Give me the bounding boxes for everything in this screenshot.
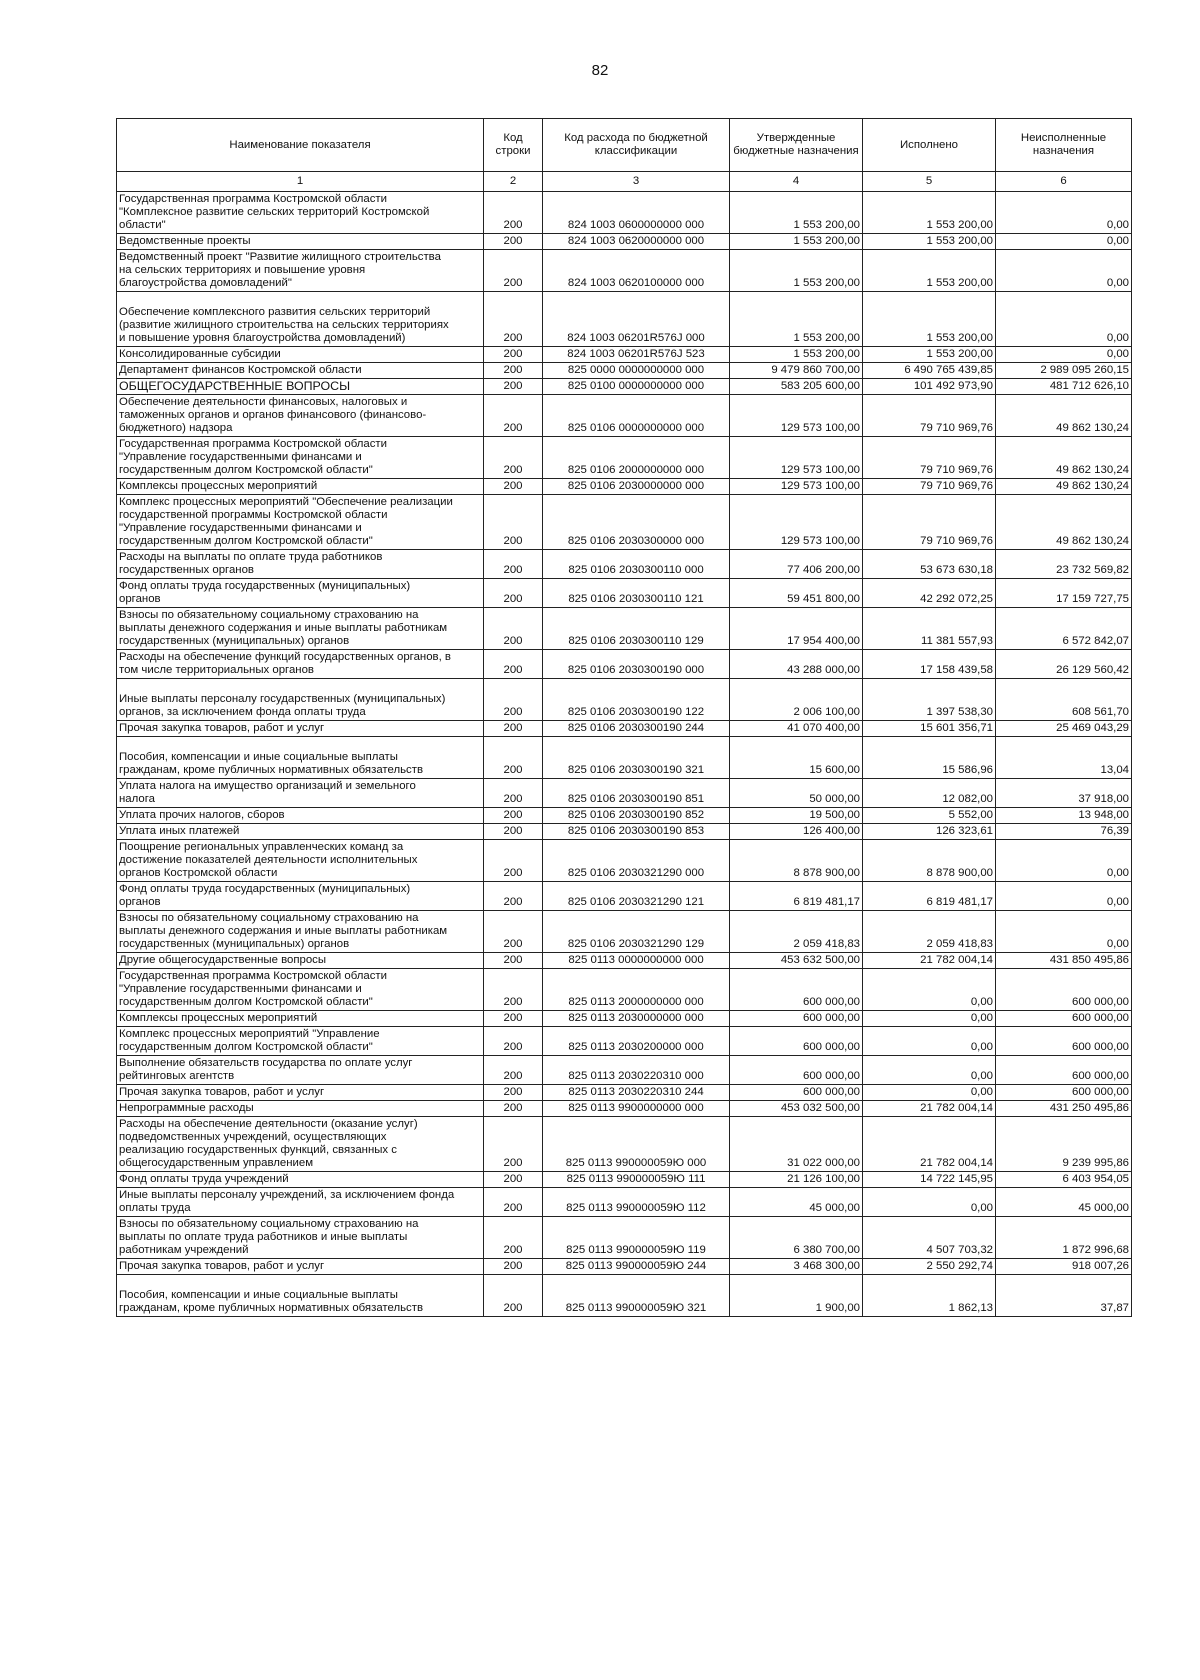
approved-amount-cell: 3 468 300,00 xyxy=(730,1259,863,1275)
unexecuted-amount-cell: 608 561,70 xyxy=(996,679,1132,721)
executed-amount-cell: 6 819 481,17 xyxy=(863,882,996,911)
budget-code-cell: 825 0113 990000059Ю 321 xyxy=(543,1275,730,1317)
table-row xyxy=(117,1056,1132,1085)
budget-code-cell: 825 0113 990000059Ю 119 xyxy=(543,1217,730,1259)
indicator-name-cell: Ведомственный проект "Развитие жилищного строительства на сельских территориях и повышение уровня благоустройства домовладений" xyxy=(117,250,484,292)
line-code-cell: 200 xyxy=(484,1117,543,1172)
table-row xyxy=(117,608,1132,650)
approved-amount-cell: 2 059 418,83 xyxy=(730,911,863,953)
column-number: 6 xyxy=(996,172,1132,192)
unexecuted-amount-cell: 0,00 xyxy=(996,192,1132,234)
indicator-name-cell: Иные выплаты персоналу государственных (муниципальных) органов, за исключением фонда оплаты труда xyxy=(117,679,484,721)
table-row xyxy=(117,1011,1132,1027)
indicator-name-cell: Обеспечение деятельности финансовых, налоговых и таможенных органов и органов финансового (финансово- бюджетного) надзора xyxy=(117,395,484,437)
budget-code-cell: 825 0113 9900000000 000 xyxy=(543,1101,730,1117)
line-code-cell: 200 xyxy=(484,1217,543,1259)
budget-code-cell: 825 0113 2030200000 000 xyxy=(543,1027,730,1056)
table-row xyxy=(117,969,1132,1011)
unexecuted-amount-cell: 23 732 569,82 xyxy=(996,550,1132,579)
executed-amount-cell: 1 553 200,00 xyxy=(863,292,996,347)
indicator-name-cell: Комплекс процессных мероприятий "Управление государственным долгом Костромской области" xyxy=(117,1027,484,1056)
line-code-cell: 200 xyxy=(484,911,543,953)
executed-amount-cell: 0,00 xyxy=(863,1027,996,1056)
line-code-cell: 200 xyxy=(484,1085,543,1101)
approved-amount-cell: 59 451 800,00 xyxy=(730,579,863,608)
indicator-name-cell: Уплата налога на имущество организаций и земельного налога xyxy=(117,779,484,808)
executed-amount-cell: 101 492 973,90 xyxy=(863,379,996,395)
indicator-name-cell: Консолидированные субсидии xyxy=(117,347,484,363)
indicator-name-cell: Фонд оплаты труда учреждений xyxy=(117,1172,484,1188)
approved-amount-cell: 129 573 100,00 xyxy=(730,495,863,550)
indicator-name-cell: Выполнение обязательств государства по оплате услуг рейтинговых агентств xyxy=(117,1056,484,1085)
line-code-cell: 200 xyxy=(484,292,543,347)
approved-amount-cell: 600 000,00 xyxy=(730,1085,863,1101)
header-line-code: Код строки xyxy=(484,119,543,172)
executed-amount-cell: 0,00 xyxy=(863,1011,996,1027)
line-code-cell: 200 xyxy=(484,1188,543,1217)
budget-code-cell: 825 0106 2000000000 000 xyxy=(543,437,730,479)
table-row xyxy=(117,882,1132,911)
budget-code-cell: 825 0113 2030220310 244 xyxy=(543,1085,730,1101)
column-number: 3 xyxy=(543,172,730,192)
line-code-cell: 200 xyxy=(484,579,543,608)
line-code-cell: 200 xyxy=(484,1056,543,1085)
budget-code-cell: 825 0100 0000000000 000 xyxy=(543,379,730,395)
approved-amount-cell: 129 573 100,00 xyxy=(730,437,863,479)
approved-amount-cell: 600 000,00 xyxy=(730,1011,863,1027)
header-row xyxy=(117,119,1132,172)
approved-amount-cell: 17 954 400,00 xyxy=(730,608,863,650)
unexecuted-amount-cell: 481 712 626,10 xyxy=(996,379,1132,395)
budget-code-cell: 825 0113 990000059Ю 112 xyxy=(543,1188,730,1217)
table-row xyxy=(117,292,1132,347)
line-code-cell: 200 xyxy=(484,1011,543,1027)
budget-code-cell: 825 0106 2030300110 000 xyxy=(543,550,730,579)
unexecuted-amount-cell: 25 469 043,29 xyxy=(996,721,1132,737)
budget-code-cell: 825 0106 2030000000 000 xyxy=(543,479,730,495)
budget-code-cell: 825 0113 2000000000 000 xyxy=(543,969,730,1011)
approved-amount-cell: 453 032 500,00 xyxy=(730,1101,863,1117)
indicator-name-cell: Фонд оплаты труда государственных (муниципальных) органов xyxy=(117,579,484,608)
unexecuted-amount-cell: 918 007,26 xyxy=(996,1259,1132,1275)
approved-amount-cell: 9 479 860 700,00 xyxy=(730,363,863,379)
executed-amount-cell: 8 878 900,00 xyxy=(863,840,996,882)
column-number: 1 xyxy=(117,172,484,192)
unexecuted-amount-cell: 600 000,00 xyxy=(996,1085,1132,1101)
table-row xyxy=(117,1027,1132,1056)
executed-amount-cell: 0,00 xyxy=(863,1056,996,1085)
executed-amount-cell: 15 601 356,71 xyxy=(863,721,996,737)
budget-code-cell: 825 0106 2030300000 000 xyxy=(543,495,730,550)
line-code-cell: 200 xyxy=(484,1275,543,1317)
executed-amount-cell: 79 710 969,76 xyxy=(863,495,996,550)
approved-amount-cell: 1 553 200,00 xyxy=(730,234,863,250)
line-code-cell: 200 xyxy=(484,363,543,379)
table-row xyxy=(117,808,1132,824)
line-code-cell: 200 xyxy=(484,495,543,550)
approved-amount-cell: 129 573 100,00 xyxy=(730,395,863,437)
indicator-name-cell: Прочая закупка товаров, работ и услуг xyxy=(117,721,484,737)
header-budget-code: Код расхода по бюджетной классификации xyxy=(543,119,730,172)
budget-code-cell: 824 1003 06201R576J 000 xyxy=(543,292,730,347)
unexecuted-amount-cell: 1 872 996,68 xyxy=(996,1217,1132,1259)
indicator-name-cell: Фонд оплаты труда государственных (муниципальных) органов xyxy=(117,882,484,911)
executed-amount-cell: 2 059 418,83 xyxy=(863,911,996,953)
unexecuted-amount-cell: 0,00 xyxy=(996,292,1132,347)
column-number: 4 xyxy=(730,172,863,192)
table-row xyxy=(117,650,1132,679)
executed-amount-cell: 14 722 145,95 xyxy=(863,1172,996,1188)
unexecuted-amount-cell: 13 948,00 xyxy=(996,808,1132,824)
approved-amount-cell: 126 400,00 xyxy=(730,824,863,840)
table-row xyxy=(117,1188,1132,1217)
indicator-name-cell: Взносы по обязательному социальному страхованию на выплаты по оплате труда работников и иные выплаты работникам учреждений xyxy=(117,1217,484,1259)
executed-amount-cell: 79 710 969,76 xyxy=(863,437,996,479)
line-code-cell: 200 xyxy=(484,250,543,292)
budget-code-cell: 825 0000 0000000000 000 xyxy=(543,363,730,379)
unexecuted-amount-cell: 0,00 xyxy=(996,911,1132,953)
approved-amount-cell: 6 819 481,17 xyxy=(730,882,863,911)
line-code-cell: 200 xyxy=(484,234,543,250)
budget-code-cell: 825 0106 2030321290 129 xyxy=(543,911,730,953)
approved-amount-cell: 43 288 000,00 xyxy=(730,650,863,679)
column-numbers-row xyxy=(117,172,1132,192)
line-code-cell: 200 xyxy=(484,969,543,1011)
indicator-name-cell: Комплексы процессных мероприятий xyxy=(117,479,484,495)
unexecuted-amount-cell: 431 850 495,86 xyxy=(996,953,1132,969)
executed-amount-cell: 42 292 072,25 xyxy=(863,579,996,608)
executed-amount-cell: 1 553 200,00 xyxy=(863,234,996,250)
executed-amount-cell: 17 158 439,58 xyxy=(863,650,996,679)
approved-amount-cell: 1 553 200,00 xyxy=(730,347,863,363)
unexecuted-amount-cell: 600 000,00 xyxy=(996,1027,1132,1056)
executed-amount-cell: 6 490 765 439,85 xyxy=(863,363,996,379)
executed-amount-cell: 12 082,00 xyxy=(863,779,996,808)
table-row xyxy=(117,1085,1132,1101)
budget-code-cell: 825 0106 2030321290 121 xyxy=(543,882,730,911)
approved-amount-cell: 2 006 100,00 xyxy=(730,679,863,721)
executed-amount-cell: 1 397 538,30 xyxy=(863,679,996,721)
budget-code-cell: 824 1003 0620000000 000 xyxy=(543,234,730,250)
executed-amount-cell: 0,00 xyxy=(863,1188,996,1217)
table-row xyxy=(117,495,1132,550)
indicator-name-cell: Взносы по обязательному социальному страхованию на выплаты денежного содержания и иные выплаты работникам государственных (муниципальных) органов xyxy=(117,608,484,650)
table-row xyxy=(117,437,1132,479)
unexecuted-amount-cell: 2 989 095 260,15 xyxy=(996,363,1132,379)
table-body xyxy=(117,192,1132,1317)
table-row xyxy=(117,824,1132,840)
approved-amount-cell: 50 000,00 xyxy=(730,779,863,808)
unexecuted-amount-cell: 431 250 495,86 xyxy=(996,1101,1132,1117)
unexecuted-amount-cell: 0,00 xyxy=(996,882,1132,911)
header-approved: Утвержденные бюджетные назначения xyxy=(730,119,863,172)
unexecuted-amount-cell: 13,04 xyxy=(996,737,1132,779)
line-code-cell: 200 xyxy=(484,650,543,679)
approved-amount-cell: 31 022 000,00 xyxy=(730,1117,863,1172)
budget-code-cell: 825 0106 0000000000 000 xyxy=(543,395,730,437)
indicator-name-cell: Другие общегосударственные вопросы xyxy=(117,953,484,969)
table-row xyxy=(117,379,1132,395)
executed-amount-cell: 21 782 004,14 xyxy=(863,1117,996,1172)
approved-amount-cell: 8 878 900,00 xyxy=(730,840,863,882)
approved-amount-cell: 77 406 200,00 xyxy=(730,550,863,579)
budget-code-cell: 825 0113 990000059Ю 111 xyxy=(543,1172,730,1188)
unexecuted-amount-cell: 49 862 130,24 xyxy=(996,479,1132,495)
line-code-cell: 200 xyxy=(484,437,543,479)
indicator-name-cell: Расходы на обеспечение функций государственных органов, в том числе территориальных органов xyxy=(117,650,484,679)
budget-code-cell: 825 0106 2030300190 853 xyxy=(543,824,730,840)
executed-amount-cell: 1 862,13 xyxy=(863,1275,996,1317)
line-code-cell: 200 xyxy=(484,192,543,234)
line-code-cell: 200 xyxy=(484,953,543,969)
executed-amount-cell: 4 507 703,32 xyxy=(863,1217,996,1259)
table-row xyxy=(117,1172,1132,1188)
budget-execution-table xyxy=(116,118,1132,1317)
indicator-name-cell: Ведомственные проекты xyxy=(117,234,484,250)
column-number: 2 xyxy=(484,172,543,192)
page-number: 82 xyxy=(591,62,609,79)
approved-amount-cell: 1 553 200,00 xyxy=(730,250,863,292)
line-code-cell: 200 xyxy=(484,608,543,650)
table-row xyxy=(117,479,1132,495)
indicator-name-cell: ОБЩЕГОСУДАРСТВЕННЫЕ ВОПРОСЫ xyxy=(117,379,484,395)
indicator-name-cell: Расходы на выплаты по оплате труда работников государственных органов xyxy=(117,550,484,579)
table-row xyxy=(117,550,1132,579)
line-code-cell: 200 xyxy=(484,347,543,363)
executed-amount-cell: 21 782 004,14 xyxy=(863,1101,996,1117)
unexecuted-amount-cell: 600 000,00 xyxy=(996,1056,1132,1085)
line-code-cell: 200 xyxy=(484,379,543,395)
approved-amount-cell: 600 000,00 xyxy=(730,1056,863,1085)
table-row xyxy=(117,579,1132,608)
budget-code-cell: 825 0106 2030300190 852 xyxy=(543,808,730,824)
budget-code-cell: 825 0106 2030300110 121 xyxy=(543,579,730,608)
header-unexecuted: Неисполненные назначения xyxy=(996,119,1132,172)
line-code-cell: 200 xyxy=(484,721,543,737)
executed-amount-cell: 0,00 xyxy=(863,969,996,1011)
budget-code-cell: 825 0106 2030300110 129 xyxy=(543,608,730,650)
executed-amount-cell: 1 553 200,00 xyxy=(863,192,996,234)
executed-amount-cell: 15 586,96 xyxy=(863,737,996,779)
executed-amount-cell: 0,00 xyxy=(863,1085,996,1101)
approved-amount-cell: 45 000,00 xyxy=(730,1188,863,1217)
unexecuted-amount-cell: 37 918,00 xyxy=(996,779,1132,808)
header-executed: Исполнено xyxy=(863,119,996,172)
table-row xyxy=(117,911,1132,953)
executed-amount-cell: 79 710 969,76 xyxy=(863,395,996,437)
budget-code-cell: 825 0113 0000000000 000 xyxy=(543,953,730,969)
unexecuted-amount-cell: 6 572 842,07 xyxy=(996,608,1132,650)
approved-amount-cell: 129 573 100,00 xyxy=(730,479,863,495)
budget-code-cell: 825 0106 2030300190 000 xyxy=(543,650,730,679)
line-code-cell: 200 xyxy=(484,882,543,911)
table-row xyxy=(117,721,1132,737)
indicator-name-cell: Департамент финансов Костромской области xyxy=(117,363,484,379)
line-code-cell: 200 xyxy=(484,479,543,495)
unexecuted-amount-cell: 6 403 954,05 xyxy=(996,1172,1132,1188)
table-row xyxy=(117,737,1132,779)
executed-amount-cell: 5 552,00 xyxy=(863,808,996,824)
indicator-name-cell: Непрограммные расходы xyxy=(117,1101,484,1117)
budget-code-cell: 825 0113 990000059Ю 244 xyxy=(543,1259,730,1275)
line-code-cell: 200 xyxy=(484,550,543,579)
budget-code-cell: 824 1003 0620100000 000 xyxy=(543,250,730,292)
indicator-name-cell: Прочая закупка товаров, работ и услуг xyxy=(117,1085,484,1101)
table-row xyxy=(117,1117,1132,1172)
table-row xyxy=(117,840,1132,882)
approved-amount-cell: 21 126 100,00 xyxy=(730,1172,863,1188)
budget-code-cell: 825 0113 2030220310 000 xyxy=(543,1056,730,1085)
column-number: 5 xyxy=(863,172,996,192)
unexecuted-amount-cell: 9 239 995,86 xyxy=(996,1117,1132,1172)
indicator-name-cell: Расходы на обеспечение деятельности (оказание услуг) подведомственных учреждений, осуществляющих реализацию государственных функций, связанных с общегосударственным управлением xyxy=(117,1117,484,1172)
unexecuted-amount-cell: 76,39 xyxy=(996,824,1132,840)
unexecuted-amount-cell: 49 862 130,24 xyxy=(996,495,1132,550)
executed-amount-cell: 1 553 200,00 xyxy=(863,347,996,363)
unexecuted-amount-cell: 0,00 xyxy=(996,347,1132,363)
approved-amount-cell: 1 900,00 xyxy=(730,1275,863,1317)
unexecuted-amount-cell: 600 000,00 xyxy=(996,1011,1132,1027)
indicator-name-cell: Уплата прочих налогов, сборов xyxy=(117,808,484,824)
approved-amount-cell: 15 600,00 xyxy=(730,737,863,779)
indicator-name-cell: Прочая закупка товаров, работ и услуг xyxy=(117,1259,484,1275)
table-row xyxy=(117,395,1132,437)
line-code-cell: 200 xyxy=(484,824,543,840)
indicator-name-cell: Пособия, компенсации и иные социальные выплаты гражданам, кроме публичных нормативных обязательств xyxy=(117,737,484,779)
approved-amount-cell: 600 000,00 xyxy=(730,969,863,1011)
unexecuted-amount-cell: 49 862 130,24 xyxy=(996,395,1132,437)
approved-amount-cell: 600 000,00 xyxy=(730,1027,863,1056)
budget-code-cell: 824 1003 06201R576J 523 xyxy=(543,347,730,363)
indicator-name-cell: Поощрение региональных управленческих команд за достижение показателей деятельности исполнительных органов Костромской области xyxy=(117,840,484,882)
table-row xyxy=(117,1217,1132,1259)
indicator-name-cell: Комплексы процессных мероприятий xyxy=(117,1011,484,1027)
unexecuted-amount-cell: 0,00 xyxy=(996,234,1132,250)
executed-amount-cell: 126 323,61 xyxy=(863,824,996,840)
line-code-cell: 200 xyxy=(484,808,543,824)
approved-amount-cell: 1 553 200,00 xyxy=(730,292,863,347)
unexecuted-amount-cell: 0,00 xyxy=(996,250,1132,292)
indicator-name-cell: Взносы по обязательному социальному страхованию на выплаты денежного содержания и иные выплаты работникам государственных (муниципальных) органов xyxy=(117,911,484,953)
executed-amount-cell: 53 673 630,18 xyxy=(863,550,996,579)
line-code-cell: 200 xyxy=(484,1027,543,1056)
indicator-name-cell: Государственная программа Костромской области "Управление государственными финансами и государственным долгом Костромской области" xyxy=(117,969,484,1011)
table-row xyxy=(117,1101,1132,1117)
budget-code-cell: 825 0106 2030321290 000 xyxy=(543,840,730,882)
indicator-name-cell: Государственная программа Костромской области "Комплексное развитие сельских территорий Костромской области" xyxy=(117,192,484,234)
budget-code-cell: 825 0106 2030300190 851 xyxy=(543,779,730,808)
executed-amount-cell: 11 381 557,93 xyxy=(863,608,996,650)
table-row xyxy=(117,1259,1132,1275)
unexecuted-amount-cell: 45 000,00 xyxy=(996,1188,1132,1217)
budget-code-cell: 825 0113 990000059Ю 000 xyxy=(543,1117,730,1172)
table-row xyxy=(117,347,1132,363)
indicator-name-cell: Пособия, компенсации и иные социальные выплаты гражданам, кроме публичных нормативных обязательств xyxy=(117,1275,484,1317)
executed-amount-cell: 79 710 969,76 xyxy=(863,479,996,495)
indicator-name-cell: Уплата иных платежей xyxy=(117,824,484,840)
table-row xyxy=(117,779,1132,808)
approved-amount-cell: 453 632 500,00 xyxy=(730,953,863,969)
indicator-name-cell: Обеспечение комплексного развития сельских территорий (развитие жилищного строительства на сельских территориях и повышение уровня благоустройства домовладений) xyxy=(117,292,484,347)
line-code-cell: 200 xyxy=(484,395,543,437)
budget-code-cell: 825 0113 2030000000 000 xyxy=(543,1011,730,1027)
executed-amount-cell: 21 782 004,14 xyxy=(863,953,996,969)
line-code-cell: 200 xyxy=(484,779,543,808)
budget-code-cell: 825 0106 2030300190 321 xyxy=(543,737,730,779)
line-code-cell: 200 xyxy=(484,1172,543,1188)
approved-amount-cell: 19 500,00 xyxy=(730,808,863,824)
approved-amount-cell: 1 553 200,00 xyxy=(730,192,863,234)
table-row xyxy=(117,234,1132,250)
approved-amount-cell: 583 205 600,00 xyxy=(730,379,863,395)
approved-amount-cell: 41 070 400,00 xyxy=(730,721,863,737)
line-code-cell: 200 xyxy=(484,840,543,882)
table-row xyxy=(117,192,1132,234)
table-row xyxy=(117,679,1132,721)
budget-code-cell: 825 0106 2030300190 244 xyxy=(543,721,730,737)
table-row xyxy=(117,953,1132,969)
table-row xyxy=(117,363,1132,379)
unexecuted-amount-cell: 0,00 xyxy=(996,840,1132,882)
indicator-name-cell: Комплекс процессных мероприятий "Обеспечение реализации государственной программы Костромской области "Управление государственными финансами и государственным долгом Костромской области" xyxy=(117,495,484,550)
executed-amount-cell: 1 553 200,00 xyxy=(863,250,996,292)
table-row xyxy=(117,250,1132,292)
budget-code-cell: 824 1003 0600000000 000 xyxy=(543,192,730,234)
line-code-cell: 200 xyxy=(484,1259,543,1275)
executed-amount-cell: 2 550 292,74 xyxy=(863,1259,996,1275)
line-code-cell: 200 xyxy=(484,737,543,779)
indicator-name-cell: Государственная программа Костромской области "Управление государственными финансами и государственным долгом Костромской области" xyxy=(117,437,484,479)
line-code-cell: 200 xyxy=(484,1101,543,1117)
budget-code-cell: 825 0106 2030300190 122 xyxy=(543,679,730,721)
line-code-cell: 200 xyxy=(484,679,543,721)
indicator-name-cell: Иные выплаты персоналу учреждений, за исключением фонда оплаты труда xyxy=(117,1188,484,1217)
header-indicator-name: Наименование показателя xyxy=(117,119,484,172)
table-row xyxy=(117,1275,1132,1317)
unexecuted-amount-cell: 49 862 130,24 xyxy=(996,437,1132,479)
approved-amount-cell: 6 380 700,00 xyxy=(730,1217,863,1259)
unexecuted-amount-cell: 26 129 560,42 xyxy=(996,650,1132,679)
unexecuted-amount-cell: 37,87 xyxy=(996,1275,1132,1317)
unexecuted-amount-cell: 17 159 727,75 xyxy=(996,579,1132,608)
unexecuted-amount-cell: 600 000,00 xyxy=(996,969,1132,1011)
